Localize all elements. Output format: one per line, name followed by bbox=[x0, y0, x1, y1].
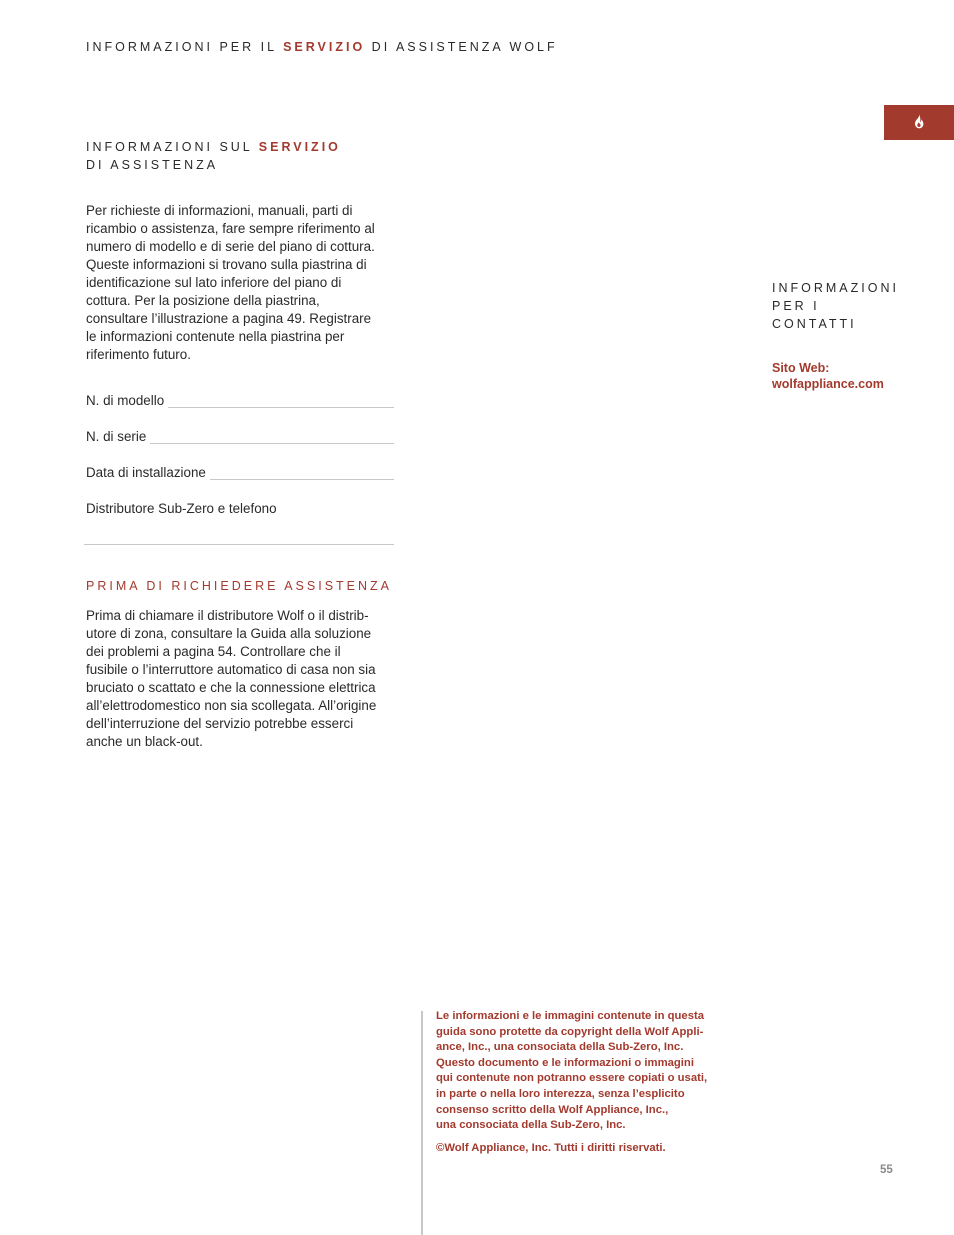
legal-line: Le informazioni e le immagini contenute in questa bbox=[436, 1010, 705, 1022]
contact-heading-line: PER I bbox=[772, 299, 820, 313]
legal-line: ance, Inc., una consociata della Sub-Zero, Inc. bbox=[436, 1041, 684, 1054]
footer-divider bbox=[421, 1011, 423, 1235]
contact-heading-line: CONTATTI bbox=[772, 317, 857, 331]
section-heading-pre: INFORMAZIONI SUL bbox=[86, 140, 259, 154]
serial-number-label: N. di serie bbox=[86, 429, 147, 444]
paragraph-line: le informazioni contenute nella piastrina per bbox=[86, 329, 345, 344]
copyright-line: ©Wolf Appliance, Inc. Tutti i diritti riservati. bbox=[436, 1142, 666, 1154]
section-heading-line1 bbox=[86, 138, 341, 156]
paragraph-line: anche un black-out. bbox=[86, 734, 203, 749]
paragraph-line: Queste informazioni si trovano sulla piastrina di bbox=[86, 257, 367, 272]
website-info bbox=[772, 360, 884, 392]
page-number: 55 bbox=[880, 1164, 893, 1176]
website-link[interactable]: wolfappliance.com bbox=[772, 377, 884, 391]
model-number-line bbox=[168, 393, 394, 408]
install-date-field bbox=[86, 460, 394, 480]
running-header bbox=[86, 40, 558, 54]
contact-heading bbox=[772, 279, 899, 333]
contact-heading-line: INFORMAZIONI bbox=[772, 281, 899, 295]
model-number-field bbox=[86, 388, 394, 408]
install-date-label: Data di installazione bbox=[86, 465, 206, 480]
paragraph-line: bruciato o scattato e che la connessione elettrica bbox=[86, 680, 376, 695]
website-label: Sito Web: bbox=[772, 361, 830, 375]
before-service-paragraph bbox=[86, 607, 416, 751]
paragraph-line: dell’interruzione del servizio potrebbe esserci bbox=[86, 716, 354, 731]
flame-icon bbox=[913, 114, 925, 129]
paragraph-line: dei problemi a pagina 54. Controllare che il bbox=[86, 644, 341, 659]
model-number-label: N. di modello bbox=[86, 393, 165, 408]
dealer-field bbox=[86, 496, 394, 516]
paragraph-line: Per richieste di informazioni, manuali, parti di bbox=[86, 203, 353, 218]
paragraph-line: consultare l’illustrazione a pagina 49. Registrare bbox=[86, 311, 372, 326]
legal-line: in parte o nella loro interezza, senza l’esplicito bbox=[436, 1087, 685, 1100]
paragraph-line: riferimento futuro. bbox=[86, 347, 191, 362]
paragraph-line: Prima di chiamare il distributore Wolf o il distrib- bbox=[86, 608, 369, 623]
paragraph-line: utore di zona, consultare la Guida alla soluzione bbox=[86, 626, 372, 641]
paragraph-line: ricambio o assistenza, fare sempre riferimento al bbox=[86, 221, 375, 236]
dealer-line bbox=[84, 544, 394, 545]
running-header-post: DI ASSISTENZA WOLF bbox=[365, 40, 558, 54]
running-header-accent: SERVIZIO bbox=[283, 40, 366, 54]
paragraph-line: all’elettrodomestico non sia scollegata. All’origine bbox=[86, 698, 377, 713]
legal-line: qui contenute non potranno essere copiati o usati, bbox=[436, 1072, 708, 1085]
section-heading-accent: SERVIZIO bbox=[258, 140, 341, 154]
legal-line: consenso scritto della Wolf Appliance, Inc., bbox=[436, 1103, 669, 1116]
serial-number-field bbox=[86, 424, 394, 444]
section-heading-service-info bbox=[86, 138, 341, 174]
section-heading-before-service: PRIMA DI RICHIEDERE ASSISTENZA bbox=[86, 579, 393, 593]
section-tab bbox=[884, 105, 954, 140]
service-info-paragraph bbox=[86, 202, 416, 364]
copyright-notice bbox=[436, 1009, 756, 1134]
dealer-label: Distributore Sub-Zero e telefono bbox=[86, 501, 277, 516]
paragraph-line: identificazione sul lato inferiore del piano di bbox=[86, 275, 342, 290]
paragraph-line: fusibile o l’interruttore automatico di casa non sia bbox=[86, 662, 376, 677]
serial-number-line bbox=[150, 429, 394, 444]
running-header-pre: INFORMAZIONI PER IL bbox=[86, 40, 284, 54]
install-date-line bbox=[210, 465, 394, 480]
section-heading-line2: DI ASSISTENZA bbox=[86, 158, 219, 172]
legal-line: guida sono protette da copyright della Wolf Appli- bbox=[436, 1025, 704, 1038]
paragraph-line: cottura. Per la posizione della piastrina, bbox=[86, 293, 320, 308]
legal-line: una consociata della Sub-Zero, Inc. bbox=[436, 1119, 626, 1132]
paragraph-line: numero di modello e di serie del piano di cottura. bbox=[86, 239, 375, 254]
legal-line: Questo documento e le informazioni o immagini bbox=[436, 1056, 694, 1069]
